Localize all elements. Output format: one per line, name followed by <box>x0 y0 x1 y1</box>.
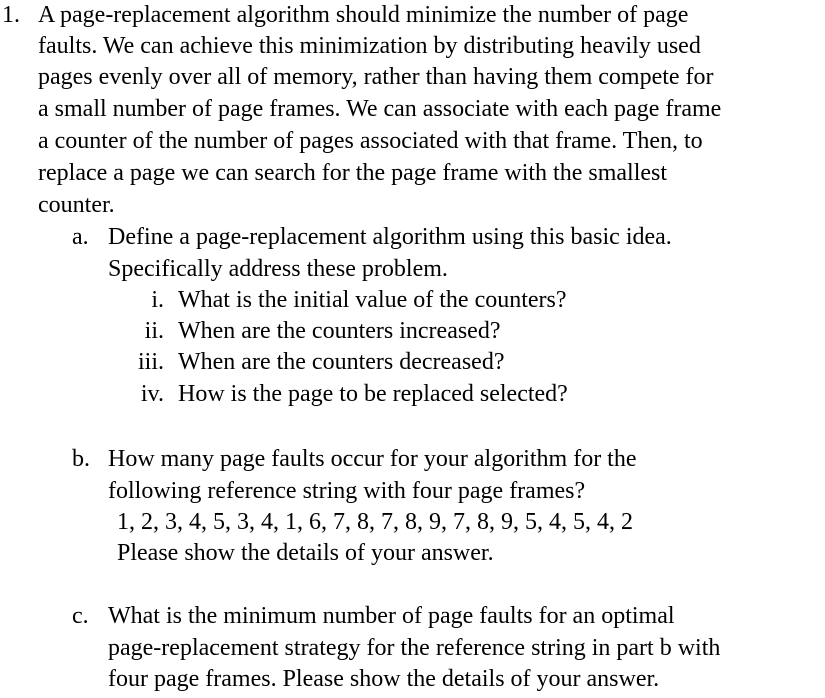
question-text-line: faults. We can achieve this minimization by distributing heavily used <box>38 33 701 59</box>
question-text-line: replace a page we can search for the page frame with the smallest <box>38 160 668 186</box>
question-number: 1. <box>2 2 20 28</box>
subitem-text: When are the counters decreased? <box>178 349 505 375</box>
question-text-line: pages evenly over all of memory, rather than having them compete for <box>38 64 714 90</box>
part-b-instruction: Please show the details of your answer. <box>117 540 494 566</box>
question-text-line: a small number of page frames. We can associate with each page frame <box>38 96 722 122</box>
part-c-text-line: page-replacement strategy for the reference string in part b with <box>108 635 721 661</box>
part-a-text-line: Specifically address these problem. <box>108 256 448 282</box>
subitem-marker: ii. <box>144 318 164 344</box>
subitem-marker: iii. <box>137 349 164 375</box>
part-b-text-line: following reference string with four page frames? <box>108 478 586 504</box>
reference-string: 1, 2, 3, 4, 5, 3, 4, 1, 6, 7, 8, 7, 8, 9, 7, 8, 9, 5, 4, 5, 4, 2 <box>117 509 633 535</box>
part-c-text-line: What is the minimum number of page faults for an optimal <box>108 603 675 629</box>
question-text-line: a counter of the number of pages associated with that frame. Then, to <box>38 128 703 154</box>
part-a-text-line: Define a page-replacement algorithm using this basic idea. <box>108 224 672 250</box>
subitem-text: What is the initial value of the counters? <box>178 287 567 313</box>
question-text-line: A page-replacement algorithm should minimize the number of page <box>38 2 689 28</box>
subitem-text: How is the page to be replaced selected? <box>178 381 568 407</box>
question-text-line: counter. <box>38 192 115 218</box>
subitem-marker: iv. <box>140 381 164 407</box>
part-b-marker: b. <box>72 446 90 472</box>
part-c-text-line: four page frames. Please show the details of your answer. <box>108 666 660 692</box>
subitem-marker: i. <box>151 287 164 313</box>
subitem-text: When are the counters increased? <box>178 318 501 344</box>
part-c-marker: c. <box>72 603 89 629</box>
part-a-marker: a. <box>72 224 89 250</box>
part-b-text-line: How many page faults occur for your algorithm for the <box>108 446 637 472</box>
